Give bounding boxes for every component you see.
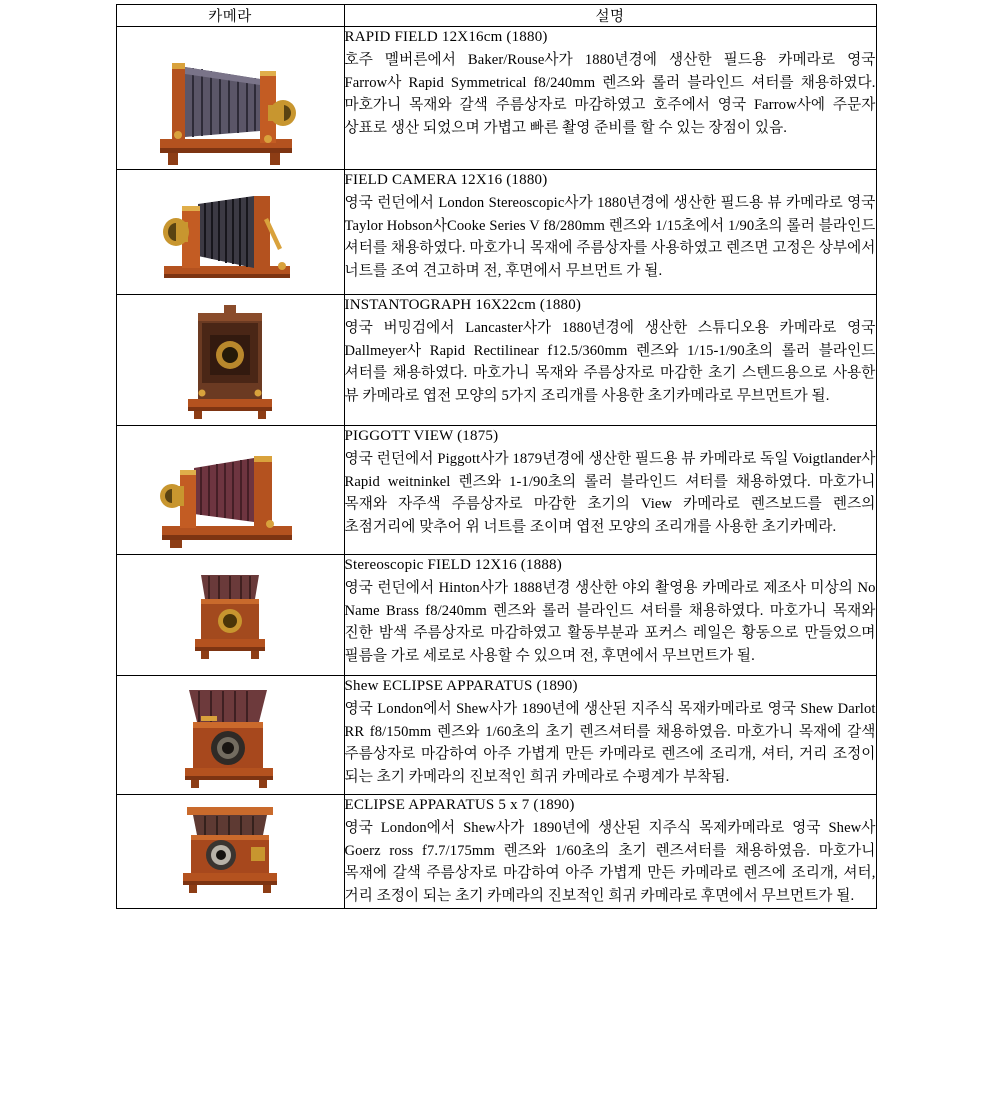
- camera-description-cell: [344, 295, 876, 426]
- column-header-description: 설명: [344, 5, 876, 27]
- camera-description-cell: [344, 426, 876, 555]
- camera-description-cell: [344, 676, 876, 795]
- camera-body: 영국 London에서 Shew사가 1890년에 생산된 지주식 목제카메라로 영국 Shew사 Goerz ross f7.7/175mm 렌즈와 1/60초의 초기 렌즈셔터를 채용하였음. 마호가니 목재에 갈색 주름상자로 마감하여 아주 가볍게 만든 카메라로 렌즈에 조리개, 셔터, 거리 조정이 되는 초기 카메라의 진보적인 희귀 카메라로 후면에서 무브먼트가 될.: [344, 819, 876, 905]
- camera-body: 영국 런던에서 Piggott사가 1879년경에 생산한 필드용 뷰 카메라로 독일 Voigtlander사 Rapid weitninkel 렌즈와 1-1/90초의 롤러 블라인드 셔터를 채용하였다. 마호가니 목재와 자주색 주름상자로 마감한 초기의 View 카메라로 렌즈보드를 렌즈의 초점거리에 맞추어 위 너트를 조이며 엽전 모양의 조리개를 사용한 초기카메라.: [344, 450, 876, 536]
- camera-body: 영국 런던에서 Hinton사가 1888년경 생산한 야외 촬영용 카메라로 제조사 미상의 No Name Brass f8/240mm 렌즈와 롤러 블라인드 셔터를 채용하였다. 마호가니 목재와 진한 밤색 주름상자로 마감하였고 활동부분과 포커스 레일은 황동으로 만들었으며 필름을 가로 세로로 사용할 수 있으며 전, 후면에서 무브먼트가 될.: [344, 579, 876, 665]
- piggott-view-camera-photo: [117, 426, 344, 554]
- camera-title: ECLIPSE APPARATUS 5 x 7 (1890): [344, 797, 575, 813]
- camera-title: Stereoscopic FIELD 12X16 (1888): [344, 557, 562, 573]
- table-row: [116, 795, 876, 909]
- camera-image-cell: [116, 555, 344, 676]
- table-header-row: [116, 5, 876, 27]
- camera-body: 영국 런던에서 London Stereoscopic사가 1880년경에 생산한 필드용 뷰 카메라로 영국 Taylor Hobson사Cooke Series V f8/280mm 렌즈와 1/15초에서 1/90초의 롤러 블라인드 셔터를 채용하였다. 마호가니 목재에 주름상자를 사용하였고 렌즈면 고정은 상부에서 너트를 조여 견고하며 전, 후면에서 무브먼트 가 될.: [344, 194, 876, 280]
- eclipse-apparatus-5x7-photo: [117, 795, 344, 899]
- camera-image-cell: [116, 27, 344, 170]
- table-row: [116, 170, 876, 295]
- table-row: [116, 676, 876, 795]
- camera-body: 호주 멜버른에서 Baker/Rouse사가 1880년경에 생산한 필드용 카메라로 영국 Farrow사 Rapid Symmetrical f8/240mm 렌즈와 롤러 블라인드 셔터를 채용하였다. 마호가니 목재와 갈색 주름상자로 마감하였고 호주에서 영국 Farrow사에 주문자 상표로 생산 되었으며 가볍고 빠른 촬영 준비를 할 수 있는 장점이 있음.: [344, 51, 876, 137]
- table-row: [116, 555, 876, 676]
- camera-image-cell: [116, 676, 344, 795]
- camera-description-cell: [344, 27, 876, 170]
- camera-image-cell: [116, 795, 344, 909]
- camera-image-cell: [116, 170, 344, 295]
- camera-body: 영국 London에서 Shew사가 1890년에 생산된 지주식 목재카메라로 영국 Shew Darlot RR f8/150mm 렌즈와 1/60초의 초기 렌즈셔터를 채용하였음. 마호가니 목재에 갈색 주름상자로 마감하여 아주 가볍게 만든 카메라로 렌즈에 조리개, 셔터, 거리 조정이 되는 초기 카메라의 진보적인 희귀 카메라로 수평계가 부착됨.: [344, 700, 876, 786]
- camera-image-cell: [116, 295, 344, 426]
- table-row: [116, 27, 876, 170]
- camera-title: INSTANTOGRAPH 16X22cm (1880): [344, 297, 582, 313]
- table-row: [116, 426, 876, 555]
- camera-image-cell: [116, 426, 344, 555]
- camera-description-cell: [344, 795, 876, 909]
- camera-body: 영국 버밍검에서 Lancaster사가 1880년경에 생산한 스튜디오용 카메라로 영국 Dallmeyer사 Rapid Rectilinear f12.5/360mm 렌즈와 1/15-1/90초의 롤러 블라인드 셔터를 채용하였다. 마호가니 목재와 주름상자로 마감한 초기 스텐드용으로 사용한 뷰 카메라로 엽전 모양의 5가지 조리개를 사용한 초기카메라로 무브먼트가 될.: [344, 319, 876, 405]
- camera-description-cell: [344, 170, 876, 295]
- camera-description-cell: [344, 555, 876, 676]
- rapid-field-camera-photo: [117, 27, 344, 169]
- camera-title: PIGGOTT VIEW (1875): [344, 428, 499, 444]
- camera-title: RAPID FIELD 12X16cm (1880): [344, 29, 548, 45]
- camera-title: Shew ECLIPSE APPARATUS (1890): [344, 678, 578, 694]
- table-row: [116, 295, 876, 426]
- column-header-camera: 카메라: [116, 5, 344, 27]
- camera-title: FIELD CAMERA 12X16 (1880): [344, 172, 548, 188]
- field-camera-photo: [117, 170, 344, 294]
- instantograph-camera-photo: [117, 295, 344, 425]
- shew-eclipse-apparatus-photo: [117, 676, 344, 794]
- stereoscopic-field-camera-photo: [117, 555, 344, 675]
- camera-catalog-table: [116, 4, 877, 909]
